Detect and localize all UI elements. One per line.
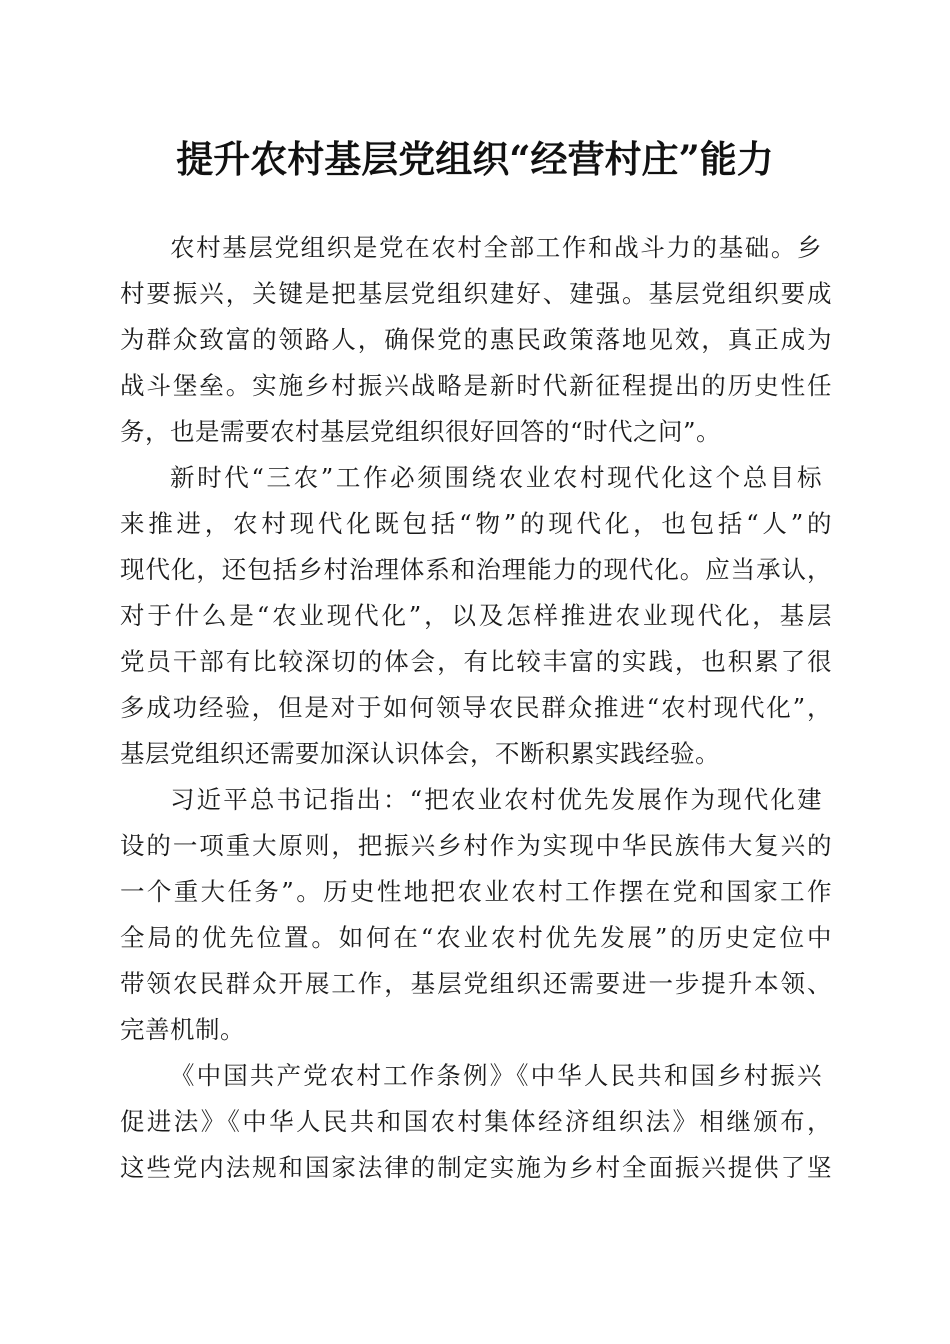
text-line: 现代化，还包括乡村治理体系和治理能力的现代化。应当承认， (120, 555, 832, 584)
text-line: 对于什么是“农业现代化”，以及怎样推进农业现代化，基层 (120, 601, 832, 630)
text-line: 全局的优先位置。如何在“农业农村优先发展”的历史定位中 (120, 923, 832, 952)
text-line: 完善机制。 (120, 1015, 245, 1044)
text-line: 村要振兴，关键是把基层党组织建好、建强。基层党组织要成 (120, 279, 832, 308)
text-line: 这些党内法规和国家法律的制定实施为乡村全面振兴提供了坚 (120, 1153, 832, 1182)
text-line: 党员干部有比较深切的体会，有比较丰富的实践，也积累了很 (120, 647, 832, 676)
text-line: 《中国共产党农村工作条例》《中华人民共和国乡村振兴 (170, 1061, 822, 1090)
text-line: 来推进，农村现代化既包括“物”的现代化，也包括“人”的 (120, 509, 832, 538)
text-line: 促进法》《中华人民共和国农村集体经济组织法》相继颁布， (120, 1107, 832, 1136)
text-line: 习近平总书记指出：“把农业农村优先发展作为现代化建 (170, 785, 822, 814)
text-line: 农村基层党组织是党在农村全部工作和战斗力的基础。乡 (170, 233, 822, 262)
text-line: 为群众致富的领路人，确保党的惠民政策落地见效，真正成为 (120, 325, 832, 354)
text-line: 务，也是需要农村基层党组织很好回答的“时代之问”。 (120, 417, 722, 446)
text-line: 战斗堡垒。实施乡村振兴战略是新时代新征程提出的历史性任 (120, 371, 832, 400)
text-line: 新时代“三农”工作必须围绕农业农村现代化这个总目标 (170, 463, 822, 492)
text-line: 带领农民群众开展工作，基层党组织还需要进一步提升本领、 (120, 969, 832, 998)
text-line: 设的一项重大原则，把振兴乡村作为实现中华民族伟大复兴的 (120, 831, 832, 860)
document-title: 提升农村基层党组织“经营村庄”能力 (176, 137, 774, 181)
text-line: 多成功经验，但是对于如何领导农民群众推进“农村现代化”， (120, 693, 832, 722)
text-line: 基层党组织还需要加深认识体会，不断积累实践经验。 (120, 739, 720, 768)
text-line: 一个重大任务”。历史性地把农业农村工作摆在党和国家工作 (120, 877, 832, 906)
